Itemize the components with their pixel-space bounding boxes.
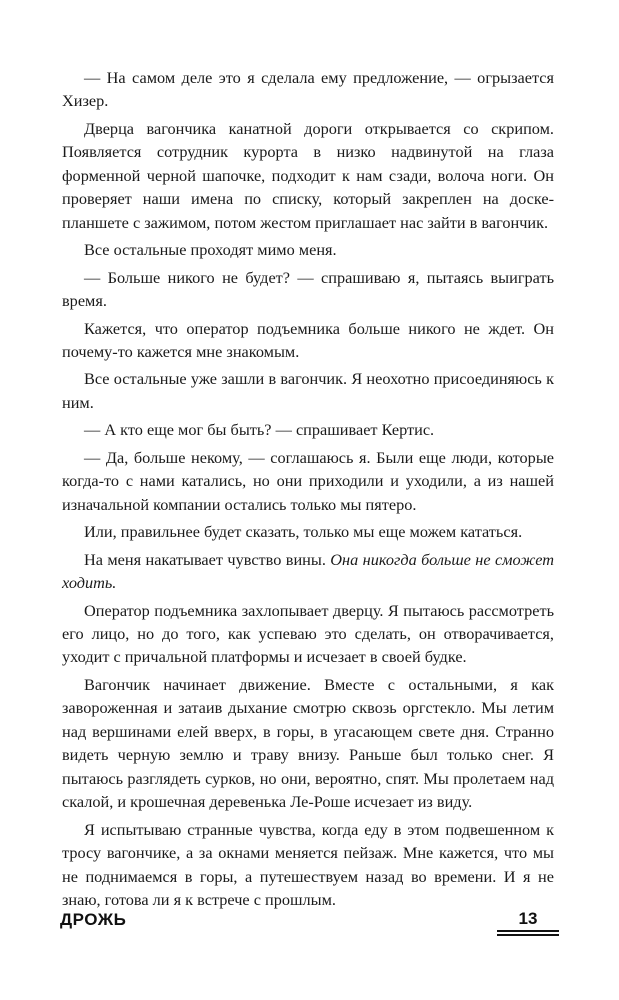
guilt-text: На меня накатывает чувство вины. bbox=[84, 549, 331, 569]
paragraph: Все остальные проходят мимо меня. bbox=[84, 240, 337, 260]
paragraph: Оператор подъемника захлопывает дверцу. Я пытаюсь рассмотреть его лицо, но до того, как успеваю это сделать, он отворачивается, уходит с причальной платформы и исчезает в своей будке. bbox=[62, 600, 554, 667]
footer-rule-bottom bbox=[497, 934, 559, 936]
paragraph: — Больше никого не будет? — спрашиваю я, пытаясь выиграть время. bbox=[62, 267, 554, 311]
paragraph: Или, правильнее будет сказать, только мы еще можем кататься. bbox=[84, 522, 523, 542]
paragraph: Я испытываю странные чувства, когда еду в этом подвешенном к тросу вагончике, а за окнами меняется пейзаж. Мне кажется, что мы не поднимаемся в горы, а путешествуем назад во времени. И я не знаю, готова ли я к встрече с прошлым. bbox=[62, 819, 554, 909]
paragraph: Дверца вагончика канатной дороги открывается со скрипом. Появляется сотрудник курорта в низко надвинутой на глаза форменной черной шапочке, подходит к нам сзади, волоча ноги. Он проверяет наши имена по списку, который закреплен на доске-планшете с зажимом, потом жестом приглашает нас зайти в вагончик. bbox=[62, 118, 554, 232]
paragraph: Вагончик начинает движение. Вместе с остальными, я как завороженная и затаив дыхание смотрю сквозь оргстекло. Мы летим над вершинами елей вверх, в горы, в угасающем свете дня. Странно видеть черную землю и траву внизу. Раньше был только снег. Я пытаюсь разглядеть сурков, но они, вероятно, спят. Мы пролетаем над скалой, и крошечная деревенька Ле-Роше исчезает из виду. bbox=[62, 674, 554, 812]
footer-rule-top bbox=[497, 930, 559, 932]
paragraph: — На самом деле это я сделала ему предложение, — огрызается Хизер. bbox=[62, 68, 554, 111]
paragraph: Кажется, что оператор подъемника больше никого не ждет. Он почему-то кажется мне знакомым. bbox=[62, 318, 554, 361]
guilt-italic-text: Она никогда больше не сможет ходить. bbox=[62, 549, 554, 593]
page-number: 13 bbox=[518, 909, 538, 928]
page-body bbox=[62, 66, 554, 915]
paragraph: — А кто еще мог бы быть? — спрашивает Кертис. bbox=[84, 420, 435, 440]
running-title: ДРОЖЬ bbox=[60, 910, 127, 929]
paragraph: Все остальные уже зашли в вагончик. Я неохотно присоединяюсь к ним. bbox=[62, 369, 554, 412]
paragraph-guilt bbox=[62, 548, 554, 595]
paragraph: — Да, больше некому, — соглашаюсь я. Были еще люди, которые когда-то с нами катались, но они приходили и уходили, а из нашей изначальной компании остались только мы пятеро. bbox=[62, 447, 554, 514]
